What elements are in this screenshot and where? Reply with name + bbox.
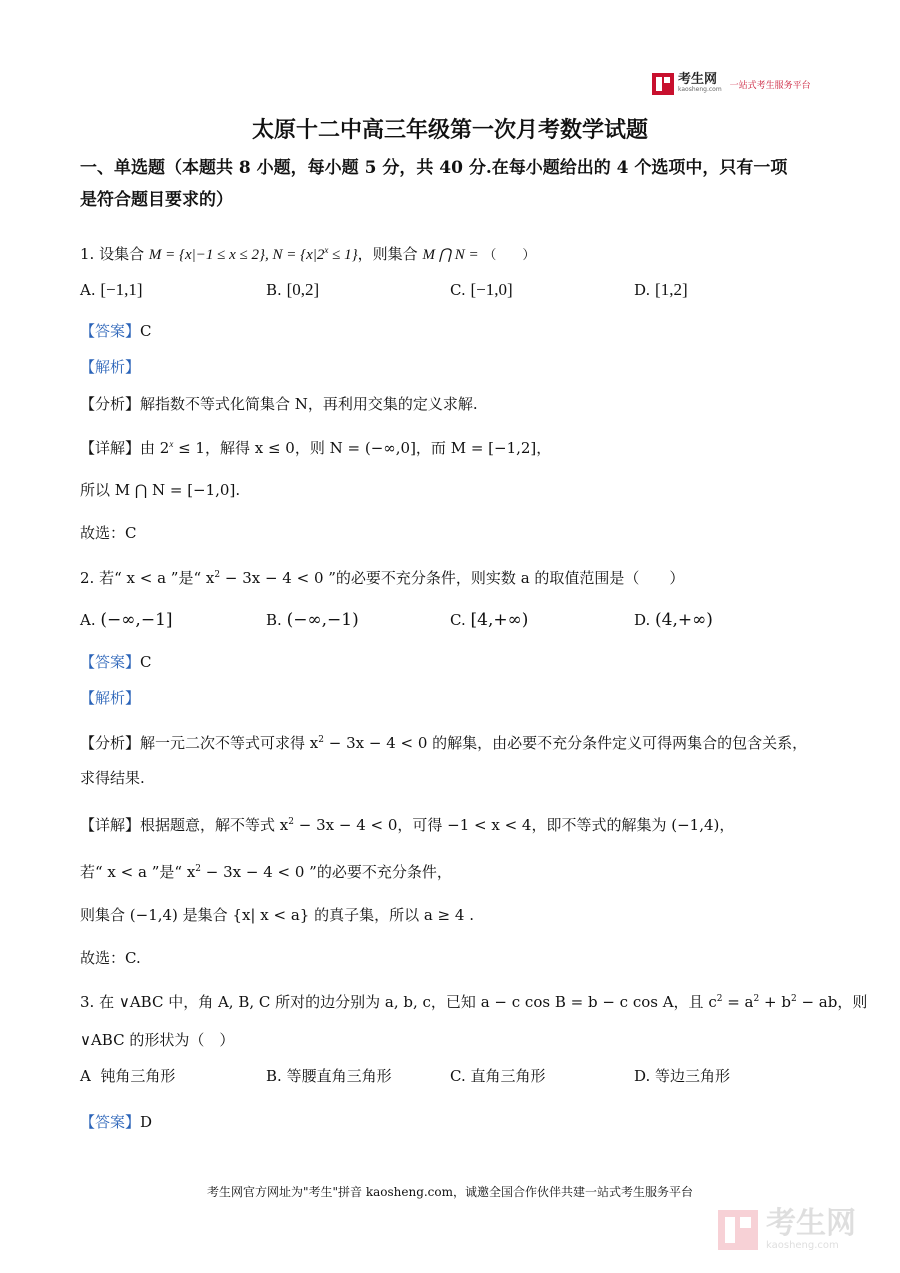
q1-detail-line2: 所以 M ⋂ N = [−1,0]. [80, 481, 241, 499]
q2-option-d: D. (4,+∞) [634, 610, 713, 630]
q3-option-d: D. 等边三角形 [634, 1067, 731, 1085]
q3-stem-line2: ∨ABC 的形状为（ ） [80, 1031, 235, 1049]
answer-tag: 【答案】 [80, 322, 141, 340]
watermark-name: 考生网 [766, 1206, 856, 1241]
q1-choose: 故选：C [80, 524, 137, 542]
q2-stem: 2. 若“ x < a ”是“ $x^2 - 3x - 4 < 0$ ”的必要不充分条件，则实数 a 的取值范围是（ ） [80, 569, 685, 587]
q2-detail-line3: 则集合 (−1,4) 是集合 {x| x < a} 的真子集，所以 a ≥ 4 . [80, 906, 474, 924]
q3-answer: 【答案】D [80, 1113, 153, 1131]
q1-analysis-tag: 【解析】 [80, 358, 141, 376]
q1-stem-prefix: 1. 设集合 [80, 245, 145, 263]
q2-fenxi: 【分析】解一元二次不等式可求得 $x^2 - 3x - 4 < 0$ 的解集，由必要不充分条件定义可得两集合的包含关系， [80, 734, 808, 752]
q1-fenxi: 【分析】解指数不等式化简集合 N，再利用交集的定义求解. [80, 395, 478, 413]
q2-answer: 【答案】C [80, 653, 152, 671]
q2-option-c: C. [4,+∞) [450, 610, 529, 630]
q1-stem-sup: x [324, 245, 329, 255]
q2-option-b: B. (−∞,−1) [266, 610, 359, 630]
header-logo [652, 73, 811, 95]
section-heading-line2: 是符合题目要求的） [80, 190, 233, 210]
q3-option-b: B. 等腰直角三角形 [266, 1067, 392, 1085]
logo-name: 考生网 [678, 72, 718, 87]
q1-answer [80, 321, 152, 341]
logo-icon [652, 73, 674, 95]
q3-option-c: C. 直角三角形 [450, 1067, 546, 1085]
q2-detail-line2: 若“ x < a ”是“ $x^2 - 3x - 4 < 0$ ”的必要不充分条件， [80, 863, 452, 881]
q1-stem-mid: ，则集合 [357, 245, 418, 263]
footer-note: 考生网官方网址为"考生"拼音 kaosheng.com，诚邀全国合作伙伴共建一站式考生服务平台 [206, 1185, 694, 1199]
q1-stem-math2: M ⋂ N = [422, 247, 479, 263]
q3-stem: 3. 在 ∨ABC 中，角 A, B, C 所对的边分别为 a, b, c，已知 a − c cos B = b − c cos A，且 $c^2 = a^2 + b^2$ − ab，则 [80, 993, 868, 1011]
answer-value: C [140, 322, 152, 340]
q1-stem-math-end: ≤ 1} [328, 247, 358, 263]
q1-option-a: A. [−1,1] [80, 280, 143, 299]
q1-option-d: D. [1,2] [634, 280, 688, 299]
logo-text [678, 74, 722, 94]
page-title: 太原十二中高三年级第一次月考数学试题 [251, 117, 648, 143]
watermark-domain: kaosheng.com [766, 1240, 839, 1251]
q2-option-a: A. (−∞,−1] [80, 610, 173, 630]
q1-stem-paren: （ ） [483, 248, 536, 263]
q1-detail: 【详解】由 $2^x \le 1$，解得 x ≤ 0，则 N = (−∞,0]，而 M = [−1,2]， [80, 439, 552, 457]
section-heading-line1: 一、单选题（本题共 8 小题，每小题 5 分，共 40 分.在每小题给出的 4 个选项中，只有一项 [80, 158, 788, 178]
q2-analysis-tag: 【解析】 [80, 689, 141, 707]
q1-option-c: C. [−1,0] [450, 280, 513, 299]
q3-option-a: A 钝角三角形 [80, 1067, 176, 1085]
logo-slogan: 一站式考生服务平台 [729, 80, 811, 91]
q1-stem [80, 240, 535, 266]
q2-fenxi-line2: 求得结果. [80, 769, 145, 787]
q1-option-b: B. [0,2] [266, 280, 320, 299]
watermark-icon [718, 1210, 758, 1250]
q1-stem-math: M = {x|−1 ≤ x ≤ 2}, N = {x|2 [148, 247, 325, 263]
q2-detail: 【详解】根据题意，解不等式 $x^2 - 3x - 4 < 0$，可得 −1 < x < 4，即不等式的解集为 (−1,4)， [80, 816, 735, 834]
q2-choose: 故选：C. [80, 949, 141, 967]
watermark [718, 1208, 856, 1251]
logo-domain: kaosheng.com [678, 86, 722, 93]
